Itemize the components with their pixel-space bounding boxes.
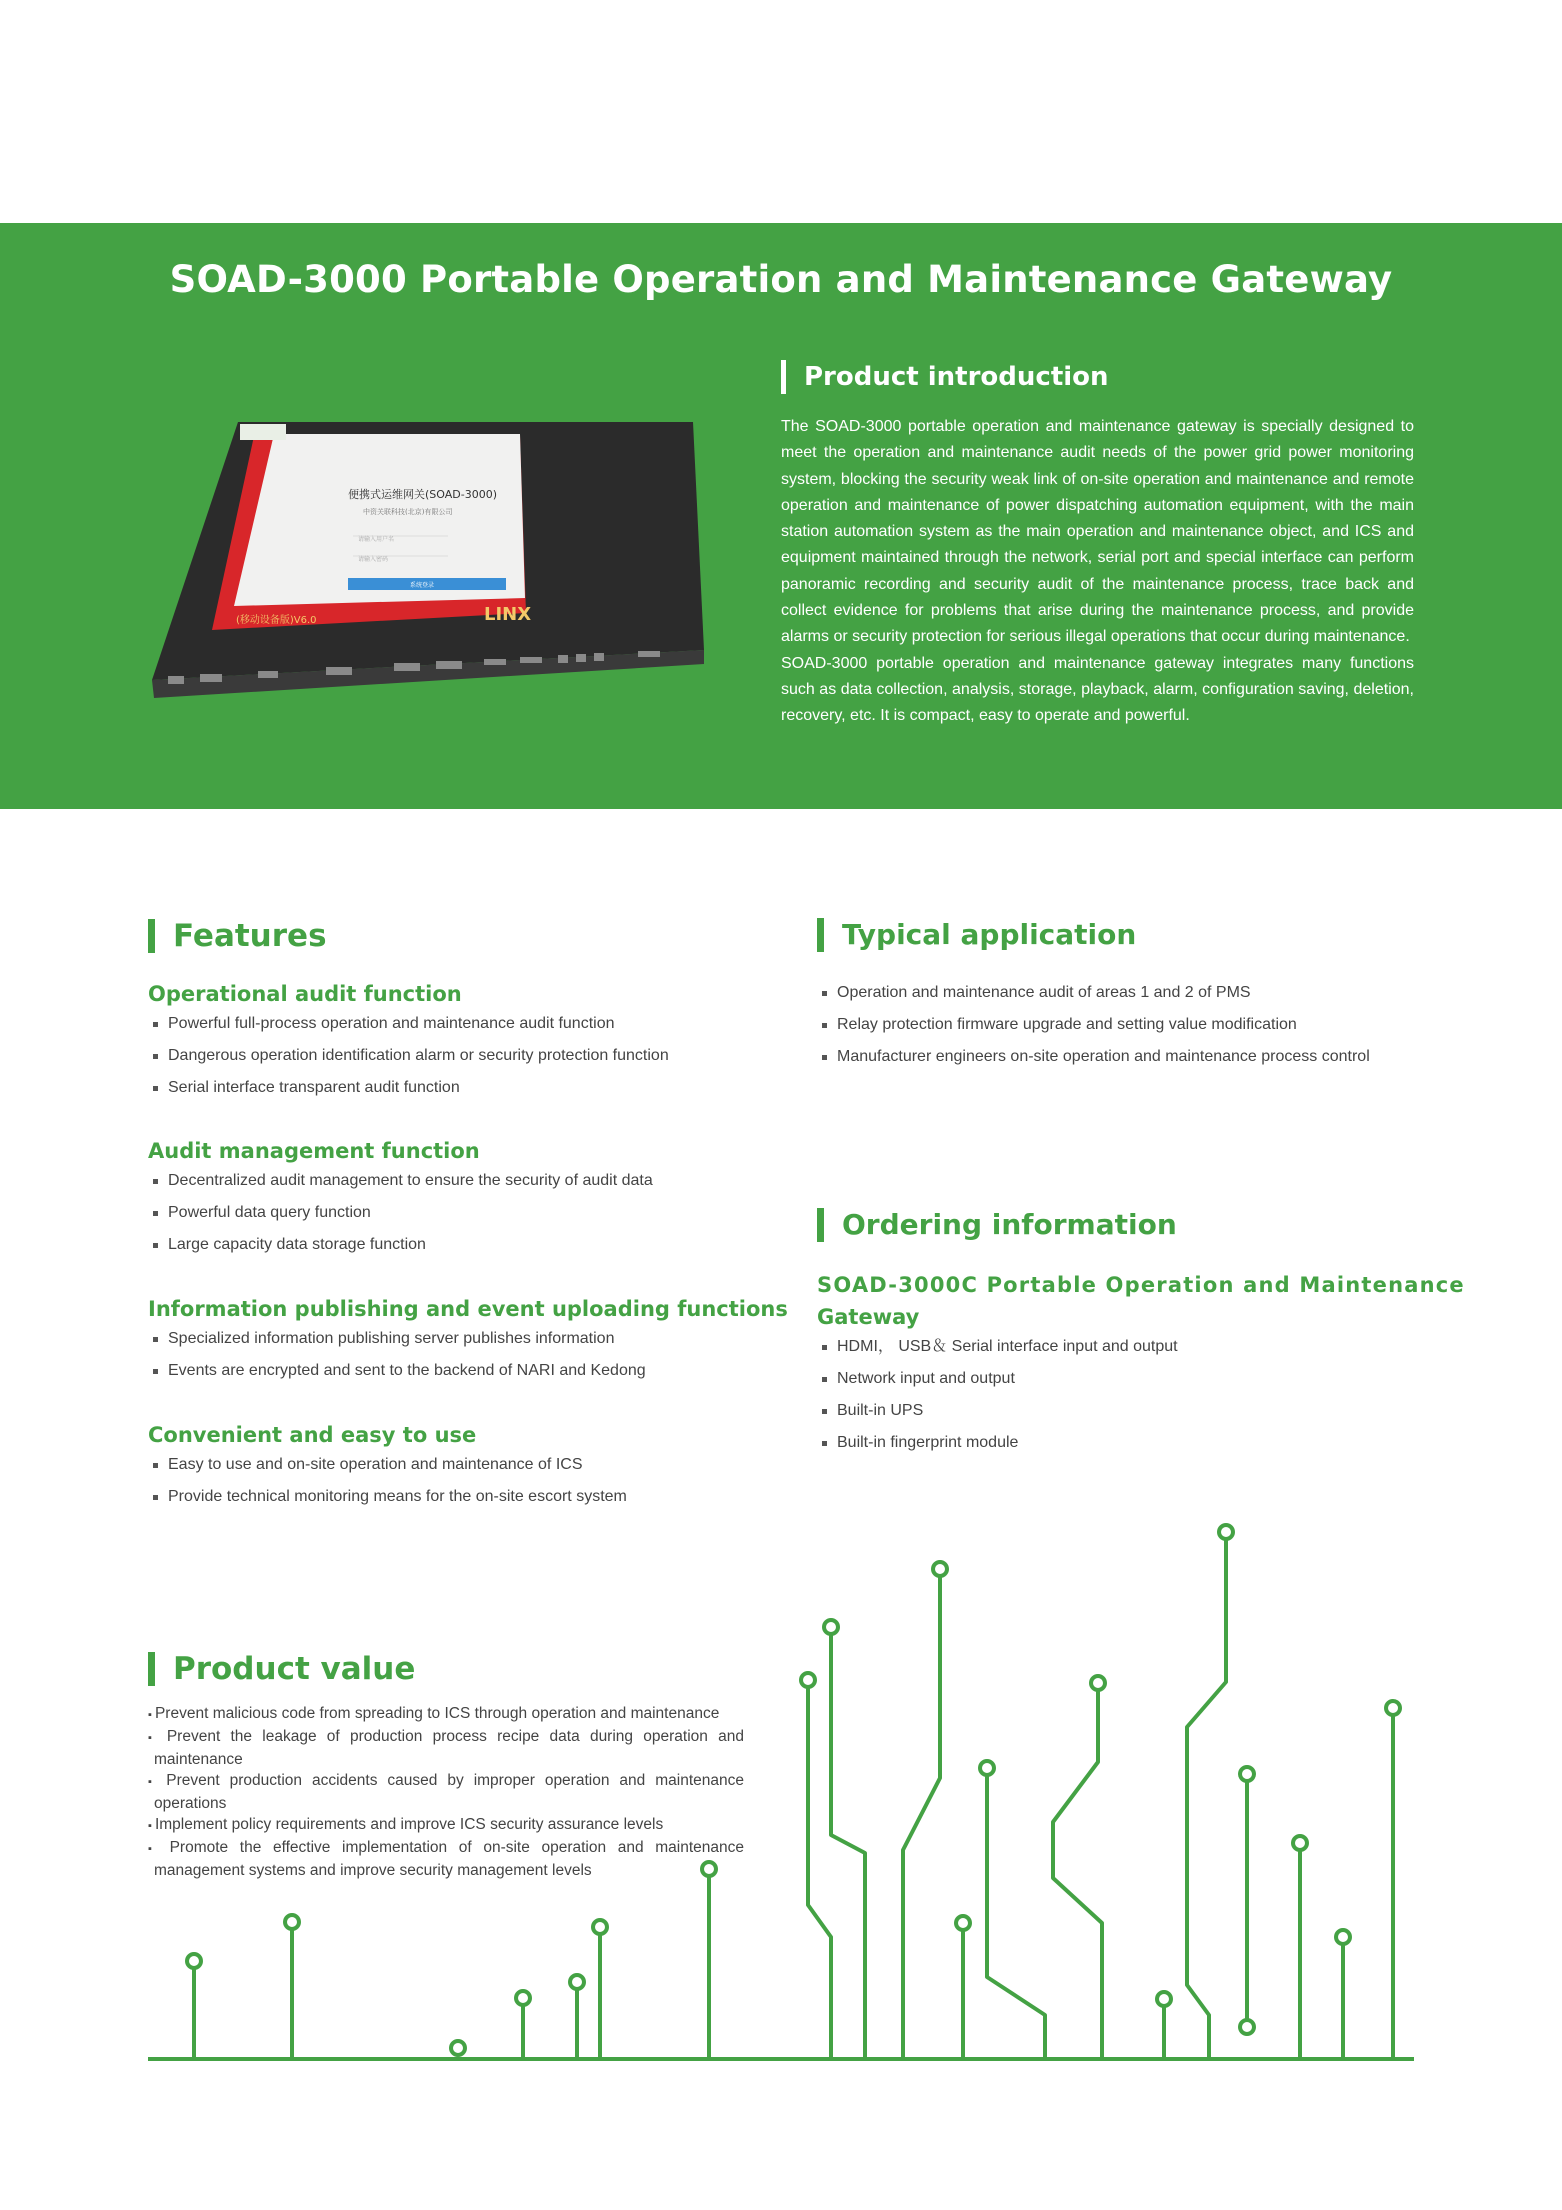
list-item: Relay protection firmware upgrade and setting value modification [817, 1015, 1370, 1047]
list-item: ▪ Prevent production accidents caused by improper operation and maintenance operations [148, 1770, 744, 1814]
circuit-trace [987, 1776, 1045, 2059]
list-item: Easy to use and on-site operation and maintenance of ICS [148, 1455, 627, 1487]
circuit-node [1336, 1930, 1350, 1944]
list-item: Built-in UPS [817, 1401, 1178, 1433]
feature-group-title: Convenient and easy to use [148, 1423, 477, 1447]
circuit-node [285, 1915, 299, 1929]
circuit-node [824, 1620, 838, 1634]
circuit-node [451, 2041, 465, 2055]
ordering-information-heading: Ordering information [817, 1208, 1177, 1242]
device-version: (移动设备版)V6.0 [236, 615, 317, 626]
circuit-node [187, 1954, 201, 1968]
list-item: Manufacturer engineers on-site operation and maintenance process control [817, 1047, 1370, 1079]
typical-application-heading: Typical application [817, 918, 1136, 952]
device-field-username: 请输入用户名 [358, 536, 395, 543]
list-item: Provide technical monitoring means for the on-site escort system [148, 1487, 627, 1519]
circuit-node [1293, 1836, 1307, 1850]
list-item: Operation and maintenance audit of areas 1 and 2 of PMS [817, 983, 1370, 1015]
ordering-model-line2: Gateway [817, 1305, 920, 1329]
list-item: Powerful full-process operation and maintenance audit function [148, 1014, 669, 1046]
list-item: HDMI， USB＆ Serial interface input and output [817, 1337, 1178, 1369]
list-item: Events are encrypted and sent to the backend of NARI and Kedong [148, 1361, 646, 1393]
list-item: ▪ Promote the effective implementation of on-site operation and maintenance management systems and improve security management levels [148, 1837, 744, 1881]
ordering-model-line1: SOAD-3000C Portable Operation and Maintenance [817, 1273, 1465, 1297]
intro-paragraph: SOAD-3000 portable operation and maintenance gateway integrates many functions such as data collection, analysis, storage, playback, alarm, configuration saving, deletion, recovery, etc. It is compact, easy to operate and powerful. [781, 654, 1414, 725]
circuit-node [516, 1991, 530, 2005]
circuit-trace [831, 1635, 865, 2059]
device-brand: LINX [484, 604, 532, 625]
list-item: Powerful data query function [148, 1203, 653, 1235]
list-item: ▪ Prevent the leakage of production process recipe data during operation and maintenance [148, 1726, 744, 1770]
circuit-node [1240, 2020, 1254, 2034]
list-item: Specialized information publishing server publishes information [148, 1329, 646, 1361]
product-value-heading: Product value [148, 1652, 415, 1686]
feature-group-title: Information publishing and event uploading functions [148, 1297, 788, 1321]
circuit-node [980, 1761, 994, 1775]
list-item: ▪ Prevent malicious code from spreading to ICS through operation and maintenance [148, 1703, 744, 1726]
features-heading: Features [148, 919, 327, 953]
list-item: ▪ Implement policy requirements and improve ICS security assurance levels [148, 1814, 744, 1837]
device-field-password: 请输入密码 [358, 556, 389, 563]
circuit-node [1157, 1992, 1171, 2006]
device-screen-company: 中资关联科技(北京)有限公司 [363, 508, 453, 516]
list-item: Decentralized audit management to ensure the security of audit data [148, 1171, 653, 1203]
circuit-node [801, 1673, 815, 1687]
circuit-node [956, 1916, 970, 1930]
circuit-node [933, 1562, 947, 1576]
device-screen-title: 便携式运维网关(SOAD-3000) [348, 488, 497, 501]
page-title: SOAD-3000 Portable Operation and Maintenance Gateway [169, 258, 1393, 301]
circuit-trace [903, 1577, 940, 2059]
circuit-node [570, 1975, 584, 1989]
circuit-node [1091, 1676, 1105, 1690]
feature-group-title: Audit management function [148, 1139, 480, 1163]
circuit-trace [808, 1688, 831, 2059]
list-item: Network input and output [817, 1369, 1178, 1401]
list-item: Dangerous operation identification alarm or security protection function [148, 1046, 669, 1078]
product-introduction-heading: Product introduction [781, 360, 1109, 394]
list-item: Built-in fingerprint module [817, 1433, 1178, 1465]
circuit-node [1219, 1525, 1233, 1539]
list-item: Serial interface transparent audit function [148, 1078, 669, 1110]
circuit-node [702, 1862, 716, 1876]
circuit-trace [1187, 1540, 1226, 2059]
intro-paragraph: The SOAD-3000 portable operation and maintenance gateway is specially designed to meet the operation and maintenance audit needs of the power grid power monitoring system, blocking the security weak link of on-site operation and maintenance and remote operation and maintenance of power dispatching automation equipment, with the main station automation system as the main operation and maintenance object, and ICS and equipment maintained through the network, serial port and special interface can perform panoramic recording and security audit of the maintenance process, trace back and collect evidence for problems that arise during the maintenance process, and provide alarms or security protection for serious illegal operations that occur during maintenance. [781, 418, 1414, 646]
circuit-node [1386, 1701, 1400, 1715]
device-login-label: 系统登录 [410, 582, 435, 589]
list-item: Large capacity data storage function [148, 1235, 653, 1267]
circuit-trace [1053, 1691, 1102, 2059]
circuit-node [593, 1920, 607, 1934]
feature-group-title: Operational audit function [148, 982, 462, 1006]
circuit-node [1240, 1767, 1254, 1781]
